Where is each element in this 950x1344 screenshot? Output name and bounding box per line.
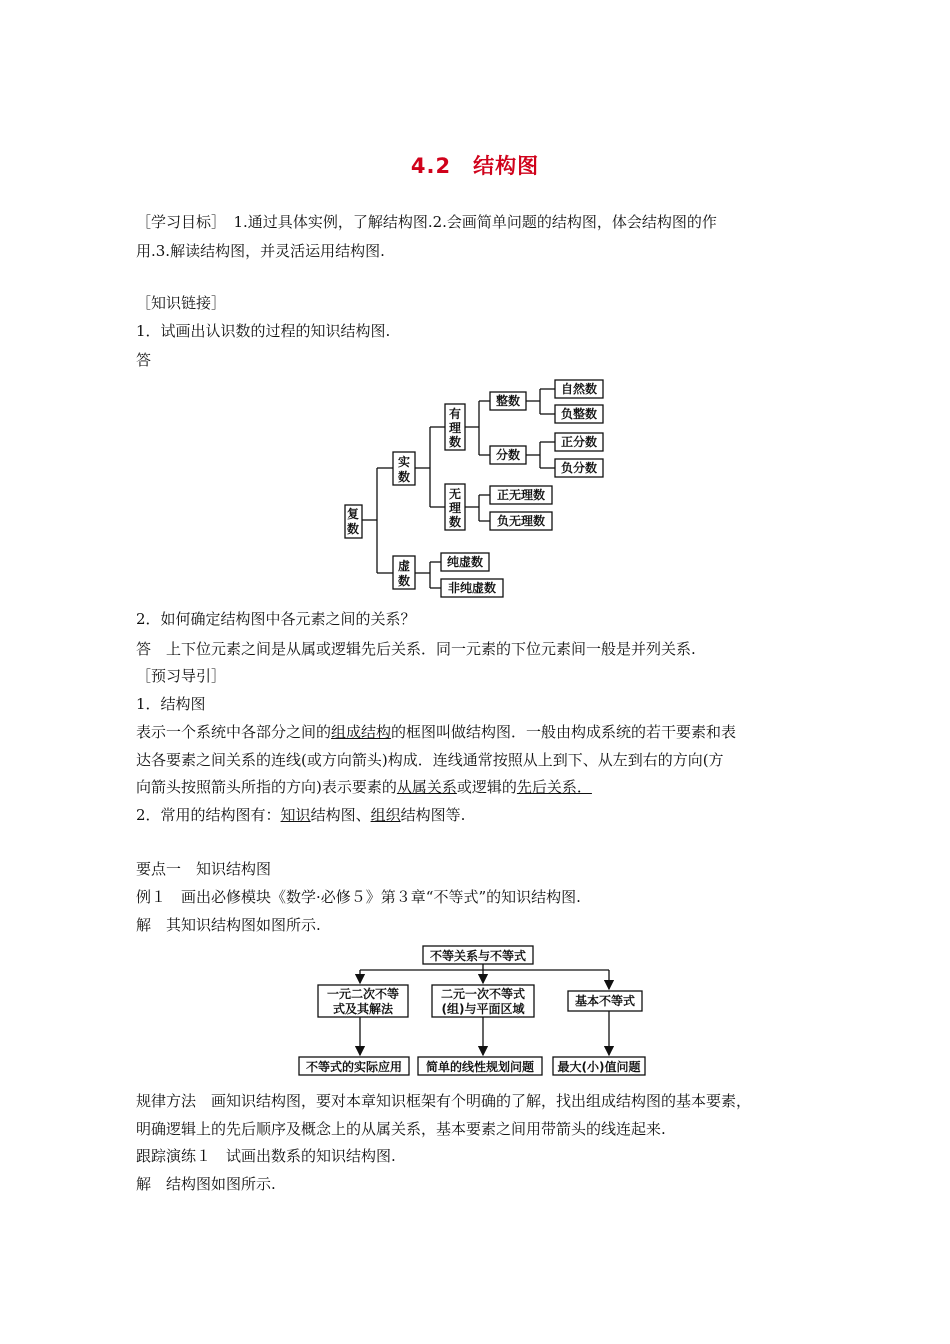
svg-text:虚: 虚 <box>397 559 411 573</box>
svg-text:实: 实 <box>397 455 411 469</box>
node-natural: 自然数 <box>560 382 598 396</box>
chart-b2: 简单的线性规划问题 <box>425 1060 535 1074</box>
answer-2: 答 上下位元素之间是从属或逻辑先后关系．同一元素的下位元素间一般是并列关系. <box>136 640 696 658</box>
svg-text:理: 理 <box>448 501 462 515</box>
preview-p1-line2: 达各要素之间关系的连线(或方向箭头)构成．连线通常按照从上到下、从左到右的方向(方 <box>136 751 724 769</box>
node-root: 复 <box>346 507 360 521</box>
question-1: 1．试画出认识数的过程的知识结构图. <box>136 322 391 340</box>
chart-m1-l2: 式及其解法 <box>332 1002 394 1016</box>
method-line-1: 规律方法 画知识结构图，要对本章知识框架有个明确的了解，找出组成结构图的基本要素， <box>136 1092 752 1110</box>
chart-b1: 不等式的实际应用 <box>305 1060 403 1074</box>
svg-text:数: 数 <box>448 435 462 449</box>
node-non-pure-imag: 非纯虚数 <box>447 581 497 595</box>
preview-p2: 2．常用的结构图有：知识结构图、组织结构图等. <box>136 806 466 824</box>
point1-heading: 要点一 知识结构图 <box>136 860 272 878</box>
svg-text:数: 数 <box>448 515 462 529</box>
svg-text:数: 数 <box>397 574 411 588</box>
practice-1: 跟踪演练１ 试画出数系的知识结构图. <box>136 1147 396 1165</box>
chart-m2-l2: (组)与平面区域 <box>441 1002 525 1016</box>
preview-heading: ［预习导引］ <box>136 667 227 685</box>
node-pos-frac: 正分数 <box>560 435 598 449</box>
preview-p1-title: 1．结构图 <box>136 695 206 713</box>
chart-m3: 基本不等式 <box>574 994 636 1008</box>
node-integer: 整数 <box>495 394 521 408</box>
objectives-line-1: ［学习目标］ 1.通过具体实例，了解结构图.2.会画简单问题的结构图，体会结构图的作 <box>136 213 717 231</box>
svg-text:数: 数 <box>397 470 411 484</box>
example-1: 例１ 画出必修模块《数学·必修５》第３章“不等式”的知识结构图. <box>136 888 581 906</box>
chart-b3: 最大(小)值问题 <box>557 1060 641 1074</box>
node-neg-frac: 负分数 <box>560 461 598 475</box>
chart-top: 不等关系与不等式 <box>429 949 527 963</box>
svg-text:有: 有 <box>448 407 462 421</box>
node-pure-imag: 纯虚数 <box>446 555 484 569</box>
answer-1-label: 答 <box>136 351 152 369</box>
objectives-line-2: 用.3.解读结构图，并灵活运用结构图. <box>136 242 385 260</box>
practice-solution: 解 结构图如图所示. <box>136 1175 276 1193</box>
node-pos-irr: 正无理数 <box>496 488 546 502</box>
solution-1: 解 其知识结构图如图所示. <box>136 916 321 934</box>
svg-text:数: 数 <box>346 522 360 536</box>
node-neg-int: 负整数 <box>560 407 598 421</box>
knowledge-link-heading: ［知识链接］ <box>136 294 227 312</box>
chart-m2-l1: 二元一次不等式 <box>440 987 526 1001</box>
preview-p1-line3: 向箭头按照箭头所指的方向)表示要素的从属关系或逻辑的先后关系． <box>136 778 592 796</box>
question-2: 2．如何确定结构图中各元素之间的关系？ <box>136 610 416 628</box>
method-line-2: 明确逻辑上的先后顺序及概念上的从属关系，基本要素之间用带箭头的线连起来. <box>136 1120 666 1138</box>
preview-p1-line1: 表示一个系统中各部分之间的组成结构的框图叫做结构图．一般由构成系统的若干要素和表 <box>136 723 737 741</box>
node-fraction: 分数 <box>495 448 521 462</box>
chart-m1-l1: 一元二次不等 <box>326 987 400 1001</box>
node-neg-irr: 负无理数 <box>496 514 546 528</box>
svg-text:无: 无 <box>448 487 462 501</box>
page-title: 4.2 结构图 <box>410 154 540 178</box>
svg-text:理: 理 <box>448 421 462 435</box>
